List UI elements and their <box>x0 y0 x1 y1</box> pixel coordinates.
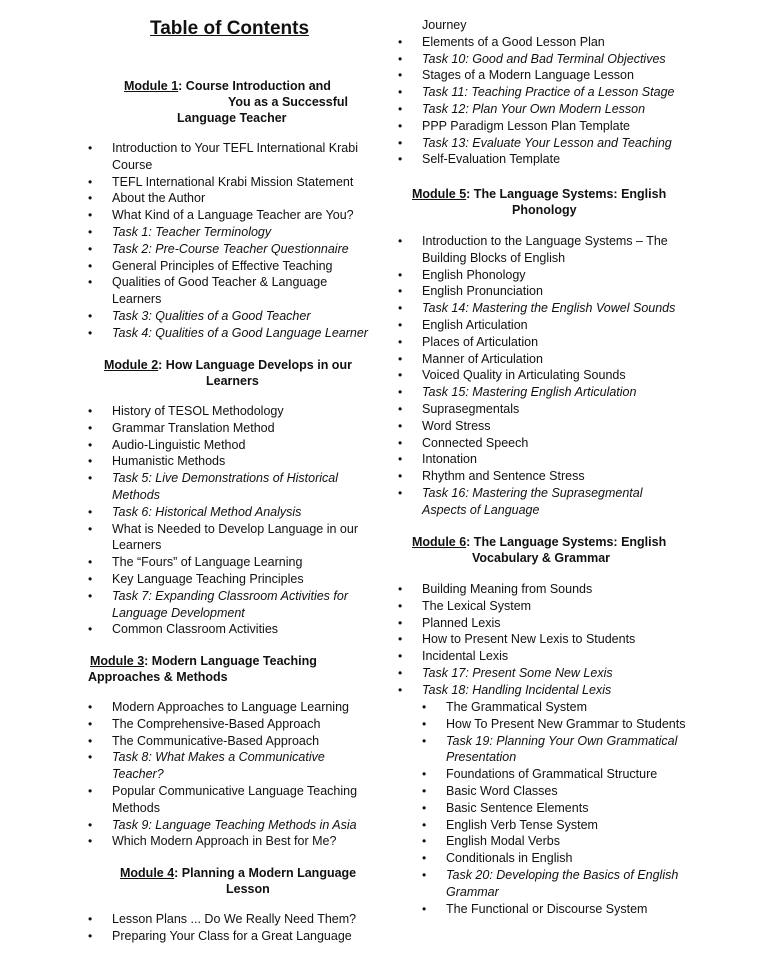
list-item <box>422 901 648 918</box>
list-item <box>398 485 643 502</box>
bullet-icon: • <box>88 454 93 469</box>
list-item <box>398 648 509 665</box>
list-item-text: English Modal Verbs <box>446 834 560 849</box>
list-item-text: Task 16: Mastering the Suprasegmental <box>422 486 643 500</box>
bullet-icon: • <box>88 588 93 603</box>
bullet-icon: • <box>88 191 93 206</box>
list-item <box>422 817 598 834</box>
list-item-text: What is Needed to Develop Language in our <box>112 521 358 536</box>
list-item-text: Humanistic Methods <box>112 454 226 469</box>
list-item-text: Self-Evaluation Template <box>422 152 561 167</box>
list-item-text: Basic Word Classes <box>446 784 558 798</box>
list-item-text: Task 3: Qualities of a Good Teacher <box>112 309 311 323</box>
bullet-icon: • <box>422 700 427 714</box>
list-item <box>88 588 348 605</box>
list-item-text: Task 15: Mastering English Articulation <box>422 385 637 400</box>
bullet-icon: • <box>398 486 403 500</box>
list-item-text: Manner of Articulation <box>422 351 543 366</box>
list-item <box>88 274 328 291</box>
list-item <box>422 502 539 519</box>
list-item-text: Building Meaning from Sounds <box>422 582 593 596</box>
list-item <box>398 84 675 101</box>
list-item <box>88 621 279 638</box>
list-item <box>88 420 275 437</box>
bullet-icon: • <box>398 649 403 664</box>
list-item-text: Task 13: Evaluate Your Lesson and Teaching <box>422 135 672 150</box>
list-item-text: About the Author <box>112 191 206 206</box>
list-item <box>422 17 466 34</box>
bullet-icon: • <box>88 555 93 570</box>
module-5-heading: Module 5: The Language Systems: English <box>412 187 667 201</box>
module-1-heading-line2: You as a Successful <box>228 95 348 109</box>
list-item-text: History of TESOL Methodology <box>112 404 284 418</box>
list-item <box>422 699 588 716</box>
list-item <box>398 233 668 250</box>
list-item <box>398 665 613 682</box>
list-item <box>398 151 561 168</box>
bullet-icon: • <box>398 469 403 484</box>
list-item-text: Voiced Quality in Articulating Sounds <box>422 368 626 383</box>
list-item-text: Preparing Your Class for a Great Language <box>112 928 352 943</box>
bullet-icon: • <box>398 632 403 647</box>
list-item-text: English Verb Tense System <box>446 817 598 832</box>
list-item <box>88 783 358 800</box>
module-6-heading: Module 6: The Language Systems: English <box>412 535 667 549</box>
bullet-icon: • <box>398 301 403 316</box>
list-item <box>88 833 337 850</box>
list-item-text: Incidental Lexis <box>422 649 509 664</box>
bullet-icon: • <box>398 68 403 83</box>
bullet-icon: • <box>398 385 403 400</box>
list-item <box>88 403 284 420</box>
list-item-text: Task 17: Present Some New Lexis <box>422 666 613 680</box>
list-item <box>88 453 226 470</box>
bullet-icon: • <box>88 309 93 323</box>
list-item-text: Rhythm and Sentence Stress <box>422 469 585 484</box>
list-item <box>88 911 357 928</box>
list-item-text: Audio-Linguistic Method <box>112 437 246 452</box>
bullet-icon: • <box>422 800 427 815</box>
bullet-icon: • <box>88 572 93 586</box>
bullet-icon: • <box>398 351 403 366</box>
bullet-icon: • <box>88 258 93 273</box>
page-title: Table of Contents <box>150 18 310 39</box>
list-item-text: The Lexical System <box>422 598 532 613</box>
bullet-icon: • <box>88 275 93 290</box>
list-item <box>88 470 339 487</box>
list-item <box>422 733 678 750</box>
list-item <box>398 34 605 51</box>
list-item <box>88 554 303 571</box>
list-item-text: Grammar Translation Method <box>112 420 275 435</box>
list-item-text: Task 18: Handling Incidental Lexis <box>422 682 612 697</box>
bullet-icon: • <box>88 928 93 943</box>
bullet-icon: • <box>88 420 93 435</box>
list-item <box>398 435 529 452</box>
bullet-icon: • <box>398 435 403 450</box>
list-item <box>398 682 612 699</box>
list-item <box>422 833 560 850</box>
list-item-text: English Phonology <box>422 267 526 282</box>
bullet-icon: • <box>398 615 403 630</box>
list-item-text: English Articulation <box>422 318 528 332</box>
list-item-text: Connected Speech <box>422 435 529 450</box>
bullet-icon: • <box>398 418 403 433</box>
list-item-text: Modern Approaches to Language Learning <box>112 700 349 714</box>
bullet-icon: • <box>88 733 93 748</box>
bullet-icon: • <box>88 437 93 452</box>
list-item-text: Common Classroom Activities <box>112 622 279 637</box>
bullet-icon: • <box>88 716 93 731</box>
bullet-icon: • <box>422 868 427 882</box>
list-item <box>398 118 630 135</box>
bullet-icon: • <box>88 622 93 637</box>
module-5-heading-line2: Phonology <box>512 203 577 217</box>
list-item <box>398 283 543 300</box>
module-2-heading-line2: Learners <box>206 374 259 388</box>
list-item-text: Basic Sentence Elements <box>446 800 589 815</box>
list-item-text: Stages of a Modern Language Lesson <box>422 68 634 83</box>
list-item <box>398 300 676 317</box>
bullet-icon: • <box>398 582 403 596</box>
list-item-text: Task 5: Live Demonstrations of Historical <box>112 471 339 486</box>
list-item <box>398 384 637 401</box>
list-item-text: Journey <box>422 18 467 32</box>
bullet-icon: • <box>88 404 93 418</box>
bullet-icon: • <box>88 141 93 155</box>
bullet-icon: • <box>398 334 403 349</box>
bullet-icon: • <box>398 267 403 282</box>
bullet-icon: • <box>88 521 93 536</box>
list-item <box>88 241 349 258</box>
list-item <box>88 504 302 521</box>
list-item-text: Task 2: Pre-Course Teacher Questionnaire <box>112 241 349 256</box>
list-item-text: The Functional or Discourse System <box>446 901 648 916</box>
bullet-icon: • <box>422 851 427 866</box>
bullet-icon: • <box>88 784 93 798</box>
list-item-text: Intonation <box>422 452 477 467</box>
list-item-text: The Comprehensive-Based Approach <box>112 716 321 731</box>
list-item <box>422 850 573 867</box>
list-item-text: Lesson Plans ... Do We Really Need Them? <box>112 912 357 926</box>
list-item <box>88 571 304 588</box>
list-item-text: Task 6: Historical Method Analysis <box>112 504 302 519</box>
module-4-heading-line2: Lesson <box>226 882 270 896</box>
list-item <box>112 537 161 554</box>
list-item-text: Key Language Teaching Principles <box>112 572 304 586</box>
list-item <box>422 766 658 783</box>
list-item-text: Which Modern Approach in Best for Me? <box>112 834 337 849</box>
list-item <box>398 401 520 418</box>
list-item <box>88 749 325 766</box>
list-item <box>398 334 539 351</box>
list-item <box>88 699 349 716</box>
list-item <box>112 487 160 504</box>
list-item <box>422 783 558 800</box>
list-item-text: Building Blocks of English <box>422 250 566 265</box>
list-item-text: Task 4: Qualities of a Good Language Learner <box>112 325 368 340</box>
list-item <box>88 521 358 538</box>
list-item <box>398 317 528 334</box>
list-item <box>88 308 311 325</box>
bullet-icon: • <box>398 666 403 680</box>
list-item-text: Places of Articulation <box>422 334 539 349</box>
list-item <box>398 67 634 84</box>
list-item-text: Methods <box>112 488 160 502</box>
list-item-text: Task 8: What Makes a Communicative <box>112 750 325 765</box>
bullet-icon: • <box>88 750 93 765</box>
list-item <box>88 733 320 750</box>
bullet-icon: • <box>398 118 403 133</box>
list-item <box>88 207 354 224</box>
list-item <box>446 749 516 766</box>
list-item-text: What Kind of a Language Teacher are You? <box>112 208 354 223</box>
module-4-heading: Module 4: Planning a Modern Language <box>120 866 357 880</box>
bullet-icon: • <box>422 716 427 731</box>
list-item <box>398 631 636 648</box>
list-item-text: Course <box>112 157 153 172</box>
list-item-text: Presentation <box>446 750 517 765</box>
bullet-icon: • <box>398 284 403 299</box>
bullet-icon: • <box>88 834 93 849</box>
bullet-icon: • <box>422 733 427 748</box>
bullet-icon: • <box>398 682 403 697</box>
list-item-text: Task 11: Teaching Practice of a Lesson Stage <box>422 85 675 100</box>
bullet-icon: • <box>88 817 93 832</box>
bullet-icon: • <box>422 901 427 916</box>
list-item-text: Suprasegmentals <box>422 402 520 416</box>
list-item <box>398 367 626 384</box>
list-item <box>88 928 352 945</box>
bullet-icon: • <box>88 325 93 340</box>
list-item-text: How To Present New Grammar to Students <box>446 716 686 731</box>
list-item-text: Aspects of Language <box>422 502 540 517</box>
bullet-icon: • <box>398 34 403 49</box>
list-item-text: English Pronunciation <box>422 284 543 299</box>
list-item-text: Language Development <box>112 605 245 620</box>
module-2-heading: Module 2: How Language Develops in our <box>104 358 352 372</box>
list-item <box>398 581 593 598</box>
bullet-icon: • <box>422 817 427 832</box>
list-item <box>88 325 368 342</box>
bullet-icon: • <box>398 85 403 100</box>
list-item-text: Task 10: Good and Bad Terminal Objectives <box>422 51 666 66</box>
list-item <box>398 267 526 284</box>
list-item <box>422 250 565 267</box>
module-6-heading-line2: Vocabulary & Grammar <box>472 551 611 565</box>
bullet-icon: • <box>88 912 93 926</box>
list-item-text: Task 19: Planning Your Own Grammatical <box>446 733 678 748</box>
bullet-icon: • <box>398 598 403 613</box>
list-item <box>422 867 679 884</box>
list-item-text: Introduction to Your TEFL International Krabi <box>112 141 358 155</box>
list-item <box>112 800 160 817</box>
list-item <box>88 437 246 454</box>
bullet-icon: • <box>88 241 93 256</box>
list-item <box>398 418 491 435</box>
list-item <box>88 174 354 191</box>
list-item <box>88 817 357 834</box>
list-item-text: Conditionals in English <box>446 851 573 866</box>
bullet-icon: • <box>88 471 93 486</box>
list-item <box>422 800 589 817</box>
list-item-text: The Grammatical System <box>446 700 588 714</box>
list-item-text: Grammar <box>446 884 499 899</box>
list-item <box>112 605 245 622</box>
list-item-text: General Principles of Effective Teaching <box>112 258 333 273</box>
bullet-icon: • <box>398 318 403 332</box>
list-item <box>398 615 501 632</box>
list-item-text: Task 1: Teacher Terminology <box>112 225 272 239</box>
list-item-text: Task 14: Mastering the English Vowel Sounds <box>422 301 676 316</box>
bullet-icon: • <box>398 452 403 467</box>
list-item-text: Qualities of Good Teacher & Language <box>112 275 328 290</box>
module-1-heading-line3: Language Teacher <box>177 111 287 125</box>
list-item-text: Popular Communicative Language Teaching <box>112 784 358 798</box>
list-item-text: Planned Lexis <box>422 615 501 630</box>
list-item-text: PPP Paradigm Lesson Plan Template <box>422 118 630 133</box>
module-3-heading: Module 3: Modern Language Teaching <box>90 654 317 668</box>
list-item-text: Elements of a Good Lesson Plan <box>422 34 605 49</box>
list-item <box>88 190 206 207</box>
list-item-text: Learners <box>112 292 162 307</box>
list-item-text: Word Stress <box>422 418 491 433</box>
list-item <box>88 716 321 733</box>
bullet-icon: • <box>88 174 93 189</box>
list-item <box>398 598 532 615</box>
bullet-icon: • <box>88 504 93 519</box>
list-item-text: Task 20: Developing the Basics of English <box>446 868 679 882</box>
list-item-text: Task 9: Language Teaching Methods in Asia <box>112 817 357 832</box>
bullet-icon: • <box>398 135 403 150</box>
list-item-text: Learners <box>112 538 162 553</box>
module-3-heading-line2: Approaches & Methods <box>88 670 228 684</box>
bullet-icon: • <box>422 767 427 782</box>
list-item-text: The Communicative-Based Approach <box>112 733 320 748</box>
module-1-heading: Module 1: Course Introduction and <box>124 79 331 93</box>
list-item <box>398 135 672 152</box>
bullet-icon: • <box>398 402 403 416</box>
list-item <box>112 766 164 783</box>
list-item <box>398 351 543 368</box>
list-item-text: The “Fours” of Language Learning <box>112 555 303 570</box>
list-item <box>446 884 499 901</box>
list-item-text: Foundations of Grammatical Structure <box>446 767 658 782</box>
bullet-icon: • <box>88 700 93 714</box>
list-item <box>88 258 333 275</box>
bullet-icon: • <box>422 784 427 798</box>
list-item-text: Methods <box>112 800 160 815</box>
list-item <box>398 101 646 118</box>
list-item-text: Task 7: Expanding Classroom Activities for <box>112 588 348 603</box>
bullet-icon: • <box>88 225 93 239</box>
list-item-text: TEFL International Krabi Mission Statement <box>112 174 354 189</box>
list-item-text: Teacher? <box>112 767 164 782</box>
bullet-icon: • <box>422 834 427 849</box>
list-item <box>112 157 152 174</box>
list-item <box>112 291 161 308</box>
bullet-icon: • <box>398 368 403 383</box>
list-item <box>422 716 686 733</box>
list-item-text: Introduction to the Language Systems – The <box>422 234 668 248</box>
list-item-text: Task 12: Plan Your Own Modern Lesson <box>422 102 646 116</box>
bullet-icon: • <box>398 152 403 167</box>
list-item <box>398 468 585 485</box>
bullet-icon: • <box>398 51 403 66</box>
list-item-text: How to Present New Lexis to Students <box>422 632 636 647</box>
list-item <box>88 140 358 157</box>
bullet-icon: • <box>398 234 403 248</box>
list-item <box>88 224 272 241</box>
list-item <box>398 451 477 468</box>
list-item <box>398 51 666 68</box>
bullet-icon: • <box>398 102 403 116</box>
bullet-icon: • <box>88 208 93 223</box>
